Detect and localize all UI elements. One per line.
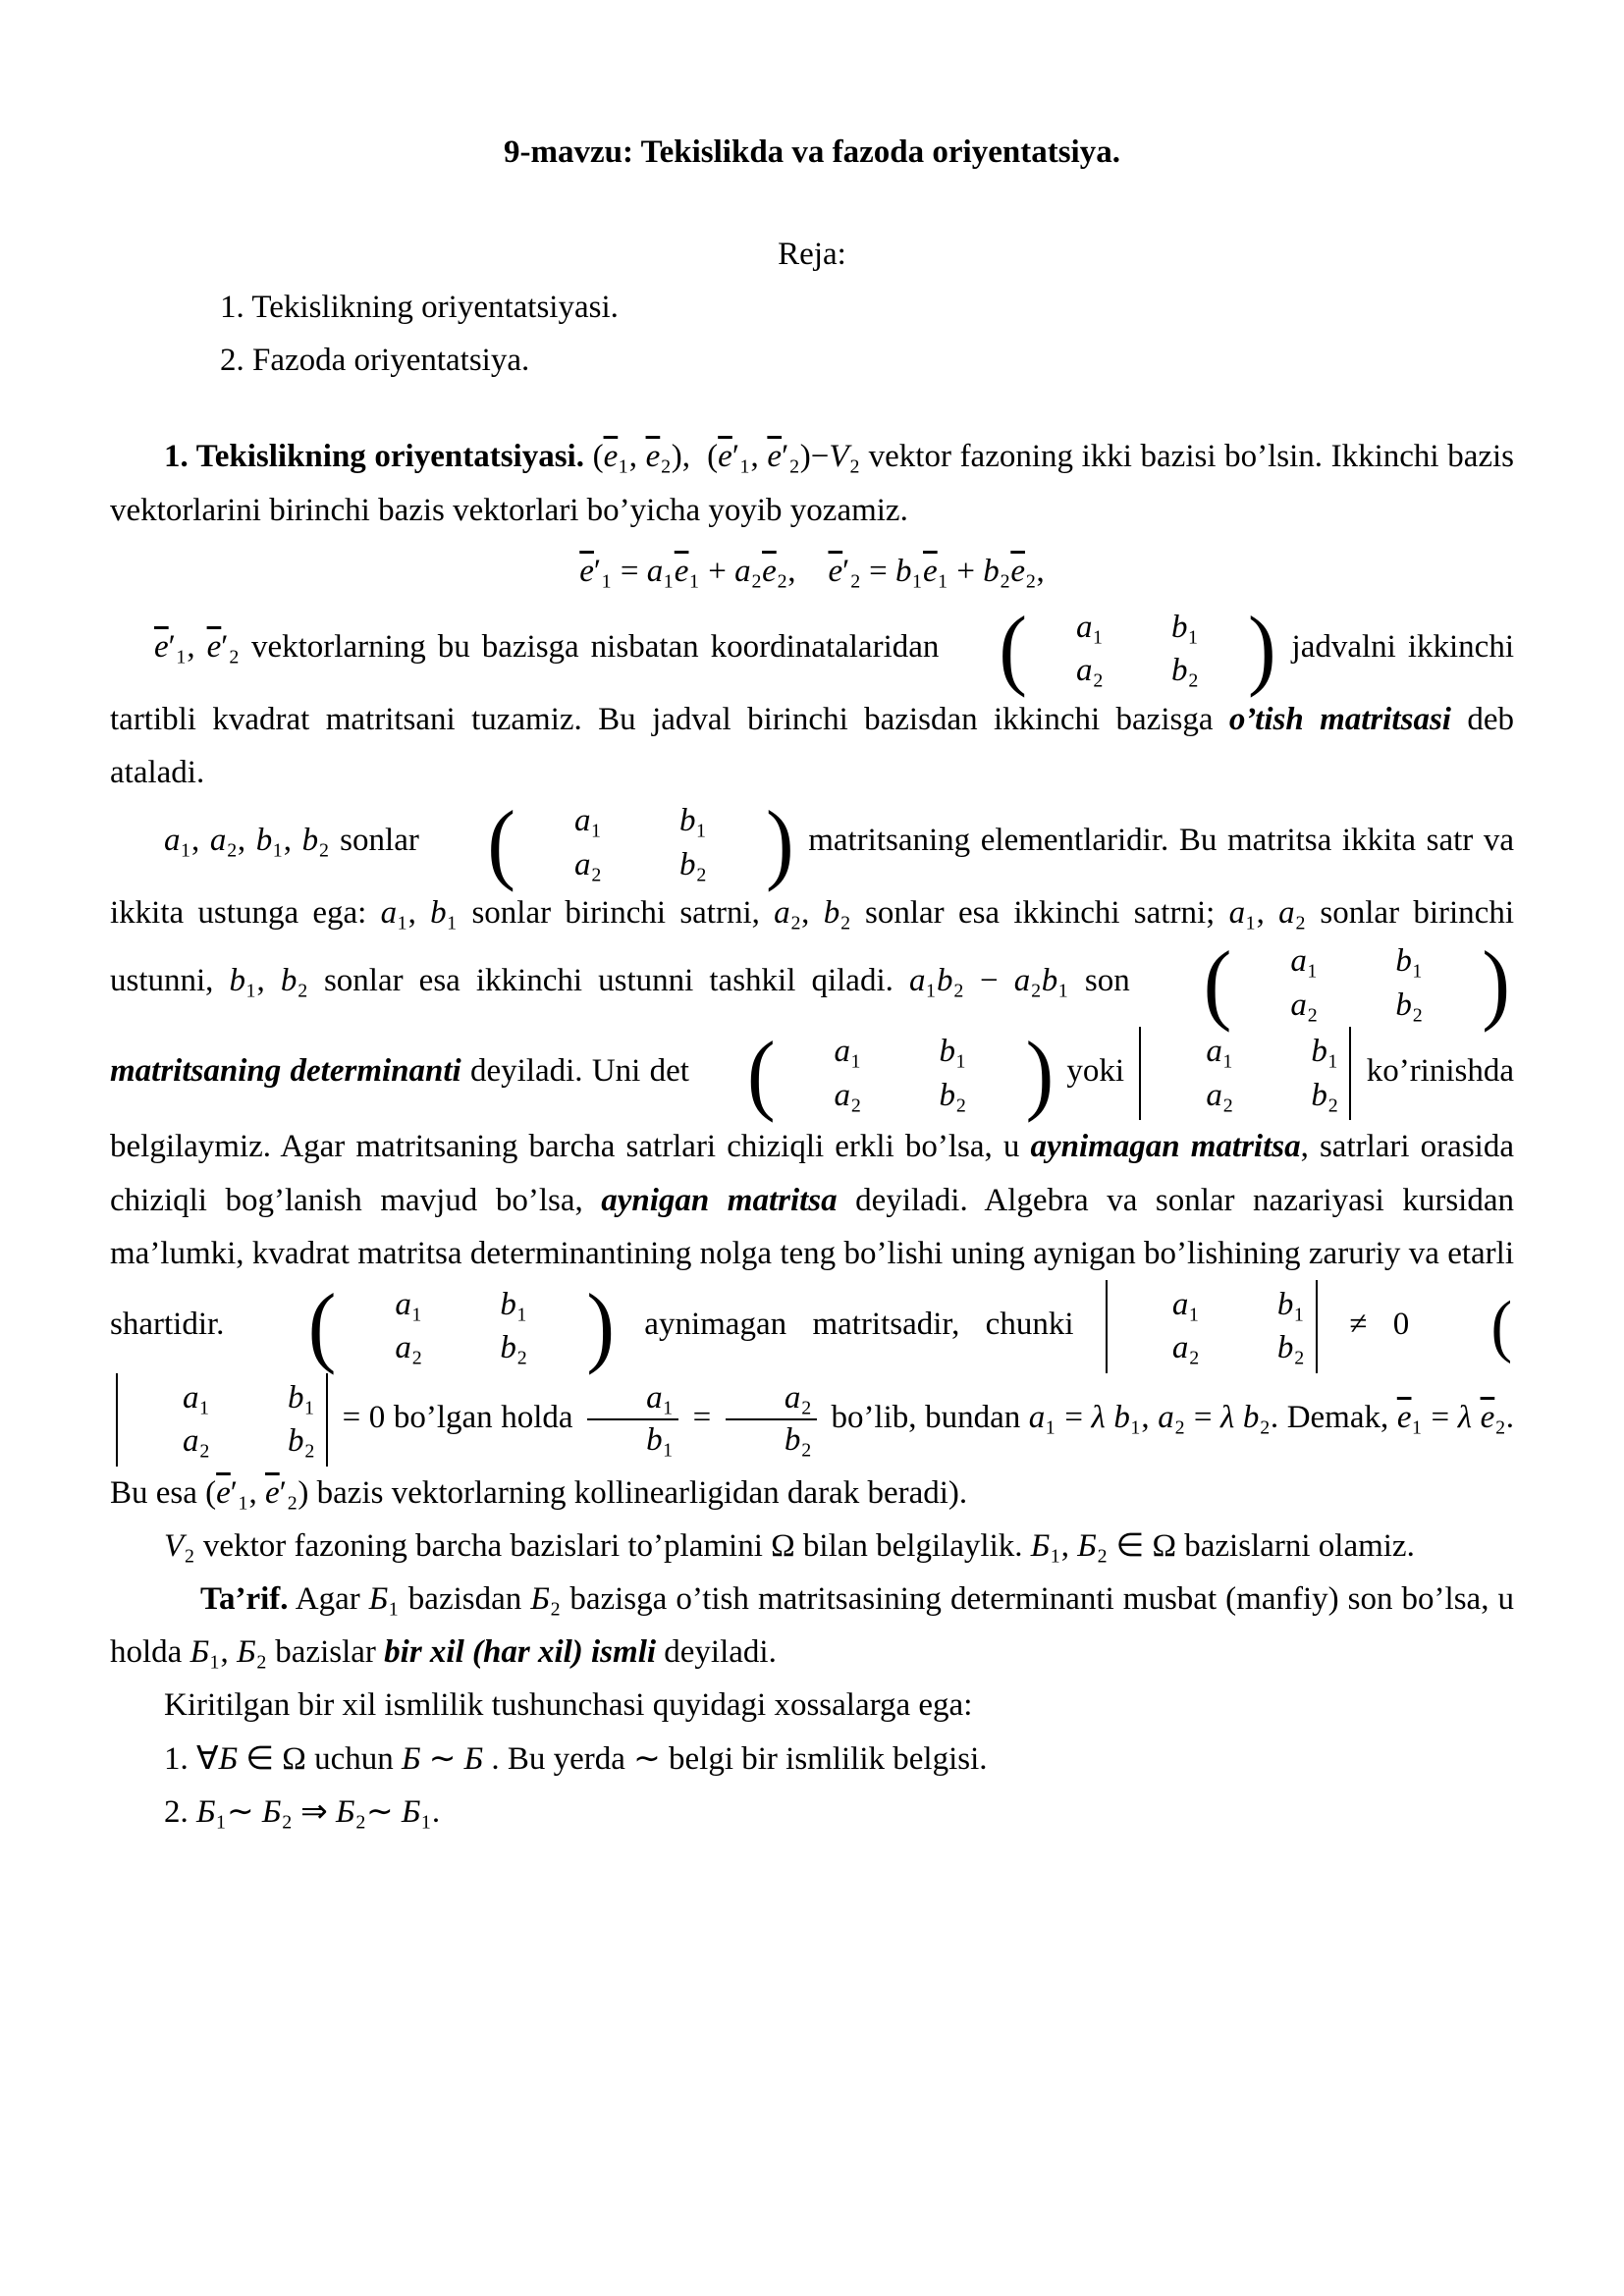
reja-item-2: 2. Fazoda oriyentatsiya. <box>220 343 530 379</box>
paragraph-bases-set: V₂ vektor fazoning barcha bazislari to’plamini Ω bilan belgilaylik. Б₁, Б₂ ∈ Ω bazislarni olamiz. <box>164 1528 1415 1565</box>
paragraph-properties-intro: Kiritilgan bir xil ismlilik tushunchasi quyidagi xossalarga ega: <box>164 1687 973 1724</box>
property-item-1: 1. ∀Б ∈ Ω uchun Б ∼ Б . Bu yerda ∼ belgi bir ismlilik belgisi. <box>164 1740 988 1777</box>
paragraph-matrix-determinant: a₁, a₂, b₁, b₂ sonlar ( a₁ b₁ a₂ b₂ ) matritsaning elementlaridir. Bu matritsa ikkita satr va ikkita ustunga ega: a₁, b₁ sonlar birinchi satrni, a₂, b₂ sonlar esa ikkinchi satrni; a₁, a₂ sonlar birinchi ustunni, b₁, b₂ sonlar esa ikkinchi ustunni tashkil qiladi. a₁b₂ − a₂b₁ son ( a₁ b₁ a₂ b₂ ) matritsaning determinanti deyiladi. Uni det ( a₁ b₁ a₂ b₂ ) yoki a₁ b₁ a₂ b₂ ko’rinishda belgilaymiz. Agar matritsaning barcha satrlari chiziqli erkli bo’lsa, u aynimagan matritsa, satrlari orasida chiziqli bog’lanish mavjud bo’lsa, aynigan matritsa deyiladi. Algebra va sonlar nazariyasi kursidan ma’lumki, kvadrat matritsa determinantining nolga teng bo’lishi uning aynigan bo’lishining zaruriy va etarli shartidir. ( a₁ b₁ a₂ b₂ ) aynimagan matritsadir, chunki a₁ b₁ a₂ b₂ ≠ 0 ( a₁ b₁ a₂ b₂ = 0 bo’lgan holda $\frac{\text{a₁}}{\text{b₁}}$ = $\frac{\text{a₂}}{\text{b₂}}$ bo’lib, bundan a₁ = λ b₁, a₂ = λ b₂. Demak, $\overline{e}_1 = \lambda$ $\overline{e}_2$. Bu esa ($\overline{e}'_1$, $\overline{e}'_2$) bazis vektorlarning kollinearligidan darak beradi). <box>110 791 1515 1511</box>
reja-item-1: 1. Tekislikning oriyentatsiyasi. <box>220 290 619 326</box>
paragraph-definition: Ta’rif. Agar Б₁ bazisdan Б₂ bazisga o’tish matritsasining determinanti musbat (manfiy) son bo’lsa, u holda Б₁, Б₂ bazislar bir xil (har xil) ismli deyiladi. <box>110 1581 1514 1671</box>
reja-heading: Reja: <box>778 237 846 273</box>
document-title: 9-mavzu: Tekislikda va fazoda oriyentatsiya. <box>504 134 1120 170</box>
paragraph-transition-matrix: $\overline{e}'_1$, $\overline{e}'_2$ vektorlarning bu bazisga nisbatan koordinatalaridan ( a₁ b₁ a₂ b₂ ) jadvalni ikkinchi tartibli kvadrat matritsani tuzamiz. Bu jadval birinchi bazisdan ikkinchi bazisga o’tish matritsasi deb ataladi. <box>110 598 1514 790</box>
formula-basis-expansion: $\overline{e}'_1 = a_1\overline{e}_1 + a_2\overline{e}_2$, $\overline{e}'_2 = b_1\overline{e}_1 + b_2\overline{e}_2$, <box>579 553 1045 589</box>
property-item-2: 2. Б₁∼ Б₂ ⇒ Б₂∼ Б₁. <box>164 1793 441 1830</box>
blank-space <box>110 387 1514 430</box>
paragraph-intro: 1. Tekislikning oriyentatsiyasi. ($\overline{e}_1$, $\overline{e}_2$), ($\overline{e}'_1$, $\overline{e}'_2)-V_2$ vektor fazoning ikki bazisi bo’lsin. Ikkinchi bazis vektorlarini birinchi bazis vektorlari bo’yicha yoyib yozamiz. <box>110 439 1514 528</box>
